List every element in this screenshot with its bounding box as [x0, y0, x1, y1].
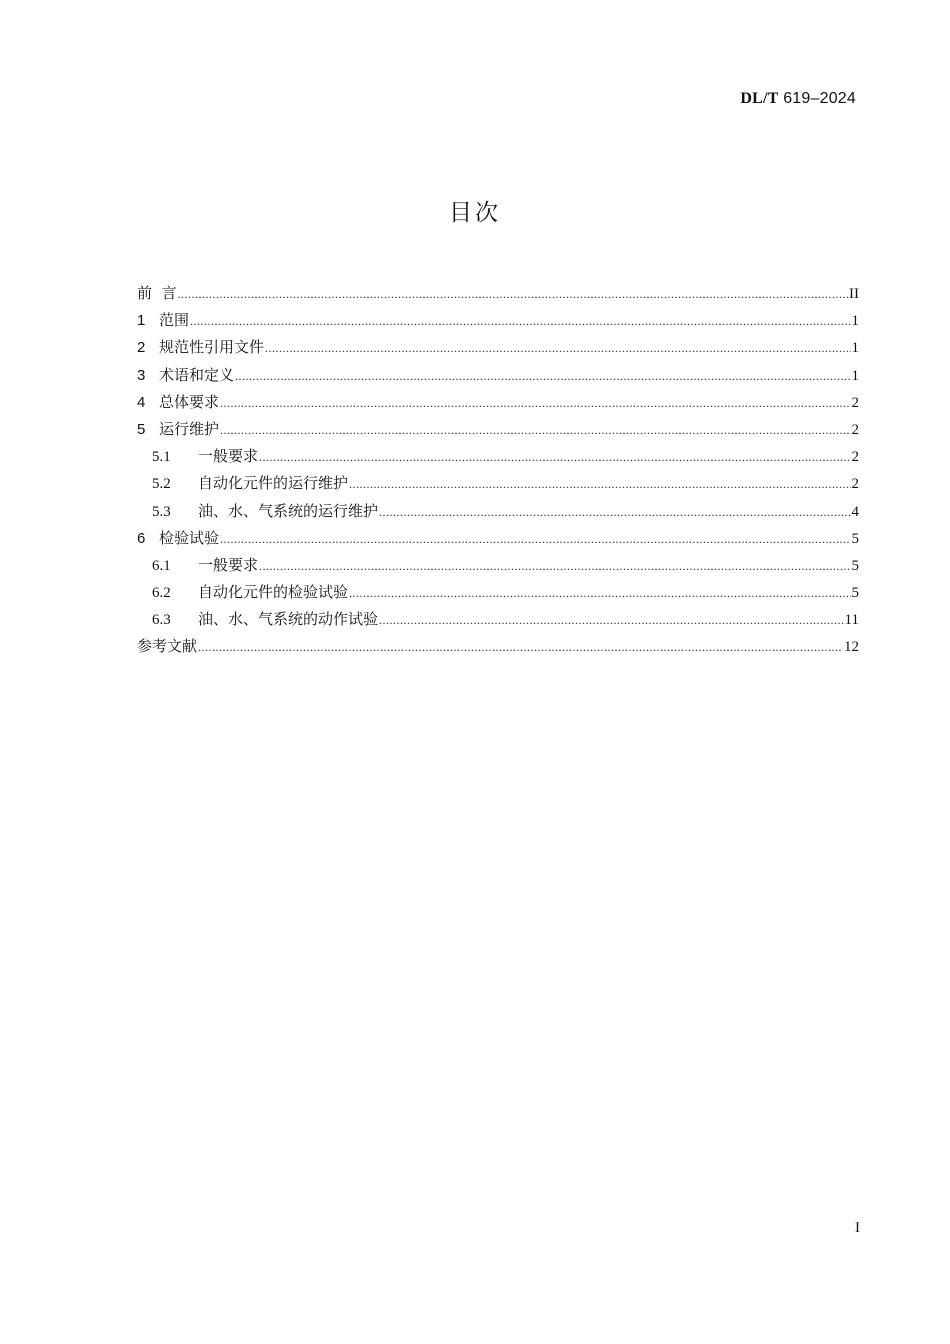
- toc-entry-page: 1: [851, 367, 859, 384]
- page-number: I: [855, 1220, 860, 1236]
- toc-entry-page: 12: [844, 639, 859, 656]
- toc-entry-5-3[interactable]: [137, 498, 859, 525]
- toc-entry-page: 5: [851, 530, 859, 547]
- toc-entry-references[interactable]: [137, 633, 859, 660]
- toc-entry-6[interactable]: [137, 525, 859, 552]
- toc-entry-label: 自动化元件的运行维护: [198, 474, 349, 493]
- toc-entry-number: 6.1: [152, 557, 171, 574]
- toc-entry-4[interactable]: [137, 389, 859, 416]
- toc-entry-label: 油、水、气系统的运行维护: [198, 501, 379, 520]
- toc-leader-dots: [235, 363, 850, 390]
- toc-entry-label: 范围: [159, 311, 190, 330]
- toc-entry-6-1[interactable]: [137, 552, 859, 579]
- toc-entry-number: 6: [137, 529, 146, 547]
- toc-entry-page: 2: [851, 449, 859, 466]
- toc-entry-page: 5: [851, 557, 859, 574]
- toc-entry-label: 一般要求: [198, 447, 259, 466]
- toc-leader-dots: [190, 308, 850, 335]
- toc-entry-number: 5.2: [152, 476, 171, 493]
- toc-entry-1[interactable]: [137, 307, 859, 334]
- document-code-prefix: DL/T: [740, 90, 779, 107]
- toc-leader-dots: [349, 471, 850, 498]
- toc-leader-dots: [379, 607, 844, 634]
- toc-leader-dots: [265, 335, 850, 362]
- toc-entry-number: 4: [137, 393, 146, 411]
- toc-entry-page: 2: [851, 421, 859, 438]
- toc-entry-number: 5.1: [152, 449, 171, 466]
- toc-entry-label: 自动化元件的检验试验: [198, 583, 349, 602]
- toc-entry-page: 4: [851, 503, 859, 520]
- toc-entry-label: 检验试验: [159, 528, 220, 547]
- toc-entry-page: 1: [851, 313, 859, 330]
- toc-entry-label: 规范性引用文件: [159, 338, 265, 357]
- toc-leader-dots: [349, 580, 850, 607]
- toc-title: 目次: [449, 200, 501, 226]
- toc-leader-dots: [198, 634, 843, 661]
- toc-entry-number: 6.3: [152, 612, 171, 629]
- toc-entry-number: 5.3: [152, 503, 171, 520]
- toc-entry-5-1[interactable]: [137, 443, 859, 470]
- toc-entry-6-2[interactable]: [137, 579, 859, 606]
- toc-entry-foreword[interactable]: [137, 280, 859, 307]
- toc-entry-label: 前 言: [137, 284, 177, 302]
- toc-entry-page: 11: [844, 612, 859, 629]
- toc-entry-label: 一般要求: [198, 555, 259, 574]
- toc-entry-label: 术语和定义: [159, 365, 235, 384]
- toc-entry-3[interactable]: [137, 362, 859, 389]
- toc-leader-dots: [220, 390, 850, 417]
- toc-leader-dots: [220, 417, 850, 444]
- document-code-number: 619–2024: [783, 90, 856, 107]
- toc-entry-label: 参考文献: [137, 637, 198, 656]
- toc-leader-dots: [379, 499, 850, 526]
- toc-entry-5-2[interactable]: [137, 470, 859, 497]
- toc-entry-number: 1: [137, 312, 146, 330]
- toc-entry-page: 1: [851, 340, 859, 357]
- toc-entry-page: 2: [851, 394, 859, 411]
- toc-entry-number: 5: [137, 420, 146, 438]
- toc-entry-2[interactable]: [137, 334, 859, 361]
- toc-entry-5[interactable]: [137, 416, 859, 443]
- toc-leader-dots: [259, 444, 850, 471]
- toc-leader-dots: [178, 281, 848, 308]
- toc-entry-page: 5: [851, 585, 859, 602]
- toc-entry-number: 2: [137, 339, 146, 357]
- toc-entry-label: 油、水、气系统的动作试验: [198, 610, 379, 629]
- table-of-contents: [137, 280, 859, 661]
- toc-entry-label: 运行维护: [159, 419, 220, 438]
- document-code: [740, 90, 856, 108]
- toc-entry-page: 2: [851, 476, 859, 493]
- toc-leader-dots: [220, 526, 850, 553]
- toc-entry-label: 总体要求: [159, 392, 220, 411]
- toc-entry-number: 3: [137, 366, 146, 384]
- toc-entry-page: II: [849, 286, 859, 302]
- toc-entry-6-3[interactable]: [137, 606, 859, 633]
- toc-entry-number: 6.2: [152, 585, 171, 602]
- toc-leader-dots: [259, 553, 850, 580]
